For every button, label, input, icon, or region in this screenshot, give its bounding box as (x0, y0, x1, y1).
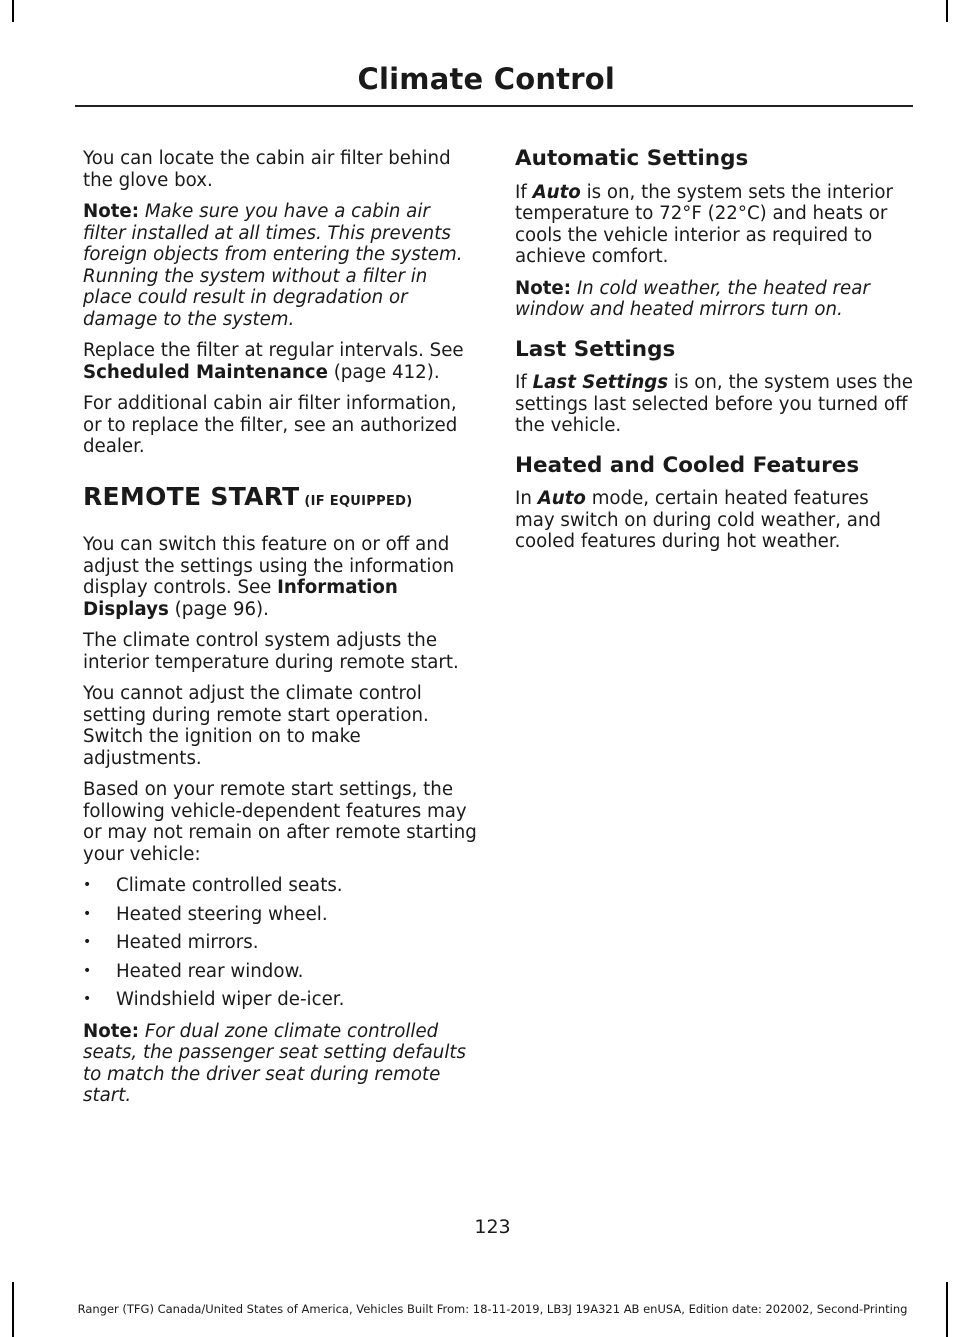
footer-text: Ranger (TFG) Canada/United States of America, Vehicles Built From: 18-11-2019, LB3J 19A321 AB enUSA, Edition date: 202002, Second-Printing (77, 1302, 908, 1316)
paragraph (515, 372, 913, 437)
crop-mark-top-right (946, 0, 948, 22)
paragraph (83, 340, 478, 383)
list-item: • Windshield wiper de-icer. (83, 989, 478, 1011)
page-title: Climate Control (357, 62, 615, 96)
right-column (515, 148, 913, 563)
note (83, 201, 478, 330)
text: If (515, 181, 533, 203)
paragraph: You can locate the cabin air filter behind the glove box. (83, 148, 451, 191)
text: is on, the system uses the settings last selected before you turned off the vehicle. (515, 372, 913, 436)
note-text: Make sure you have a cabin air filter installed at all times. This prevents foreign objects from entering the system. Running the system without a filter in place could result in degradation or damage to the system. (83, 201, 463, 330)
note-label: Note: (83, 201, 140, 222)
subheading: Heated and Cooled Features (515, 452, 860, 478)
paragraph (515, 182, 913, 268)
text: (page 412). (327, 361, 440, 383)
setting-term: Auto (532, 181, 581, 203)
crop-mark-top-left (12, 0, 14, 22)
text: If (515, 372, 533, 393)
page-number: 123 (474, 1216, 511, 1238)
list-item: • Heated steering wheel. (83, 904, 478, 926)
text: Replace the filter at regular intervals. See (83, 340, 464, 361)
setting-term: Last Settings (532, 372, 669, 393)
paragraph: Based on your remote start settings, the following vehicle-dependent features may or may not remain on after remote starting your vehicle: (83, 779, 477, 865)
cross-reference-link[interactable]: Information Displays (83, 577, 398, 620)
note-label: Note: (515, 277, 572, 299)
section-suffix: (IF EQUIPPED) (299, 493, 413, 509)
left-column (83, 148, 478, 1117)
text: mode, certain heated features may switch on during cold weather, and cooled features during hot weather. (515, 488, 881, 552)
text: In (515, 488, 538, 509)
section-heading (83, 481, 478, 513)
paragraph: You cannot adjust the climate control setting during remote start operation. Switch the ignition on to make adjustments. (83, 683, 429, 769)
paragraph: For additional cabin air filter information, or to replace the filter, see an authorized dealer. (83, 393, 458, 457)
text: (page 96). (168, 598, 269, 620)
list-item: • Heated rear window. (83, 961, 478, 983)
feature-list (83, 875, 478, 1011)
note (515, 278, 913, 321)
note-label: Note: (83, 1020, 140, 1042)
note-text: For dual zone climate controlled seats, the passenger seat setting defaults to match the driver seat during remote start. (83, 1020, 466, 1106)
text: You can switch this feature on or off and adjust the settings using the information display controls. See (83, 534, 455, 598)
subheading: Last Settings (515, 336, 676, 362)
text: is on, the system sets the interior temperature to 72°F (22°C) and heats or cools the vehicle interior as required to achieve comfort. (515, 181, 893, 267)
paragraph (83, 534, 478, 620)
note-text: In cold weather, the heated rear window and heated mirrors turn on. (515, 277, 870, 320)
setting-term: Auto (537, 488, 586, 509)
list-item: • Heated mirrors. (83, 932, 478, 954)
header-rule (75, 105, 913, 107)
paragraph (515, 488, 913, 553)
list-item: • Climate controlled seats. (83, 875, 478, 897)
section-title: REMOTE START (83, 481, 300, 511)
paragraph: The climate control system adjusts the interior temperature during remote start. (83, 630, 459, 673)
note (83, 1021, 478, 1107)
cross-reference-link[interactable]: Scheduled Maintenance (83, 361, 328, 383)
subheading: Automatic Settings (515, 146, 749, 171)
